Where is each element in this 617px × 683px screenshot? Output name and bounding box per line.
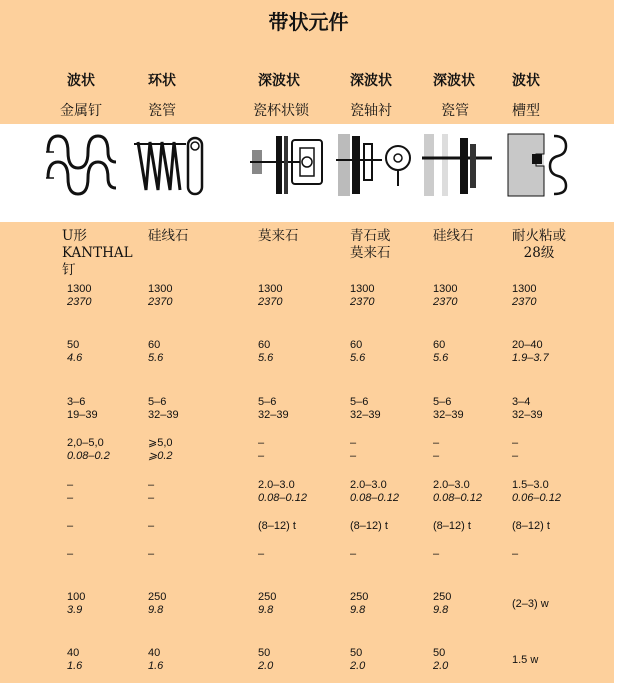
table-cell: (8–12) t [350, 520, 388, 532]
table-cell: ⩾5,0 ⩾0.2 [148, 437, 173, 462]
page-title: 带状元件 [268, 10, 349, 34]
table-cell: – – [433, 437, 440, 462]
table-cell: (8–12) t [258, 520, 296, 532]
table-cell: 5–6 32–39 [350, 396, 381, 421]
table-cell: 1300 2370 [258, 283, 283, 308]
table-cell: 100 3.9 [67, 591, 86, 616]
table-cell: 50 2.0 [258, 647, 274, 672]
table-cell: – [148, 548, 155, 560]
deep-wave-bushing-illustration [336, 130, 414, 200]
col6-subheader: 槽型 [512, 103, 540, 119]
col4-subheader: 瓷轴衬 [350, 103, 392, 119]
deep-wave-cup-lock-illustration [250, 130, 330, 200]
col5-material: 硅线石 [433, 228, 474, 244]
table-cell: 1300 2370 [148, 283, 173, 308]
table-cell: 5–6 32–39 [148, 396, 179, 421]
table-cell: 40 1.6 [148, 647, 164, 672]
col5-subheader: 瓷管 [441, 103, 469, 119]
col5-header: 深波状 [433, 73, 475, 89]
table-cell: 250 9.8 [258, 591, 277, 616]
table-cell: – [350, 548, 357, 560]
col2-header: 环状 [148, 73, 176, 89]
table-cell: – – [67, 479, 74, 504]
table-cell: 2.0–3.0 0.08–0.12 [350, 479, 399, 504]
col1-subheader: 金属钉 [60, 103, 102, 119]
table-cell: 2.0–3.0 0.08–0.12 [433, 479, 482, 504]
col4-header: 深波状 [350, 73, 392, 89]
table-cell: 5–6 32–39 [433, 396, 464, 421]
col2-material: 硅线石 [148, 228, 189, 244]
table-cell: – – [258, 437, 265, 462]
table-cell: – – [350, 437, 357, 462]
table-cell: 20–40 1.9–3.7 [512, 339, 549, 364]
table-cell: – [512, 548, 519, 560]
wave-element-pin-illustration [44, 130, 120, 200]
table-cell: 3–4 32–39 [512, 396, 543, 421]
table-cell: – – [512, 437, 519, 462]
table-cell: – [258, 548, 265, 560]
col2-subheader: 瓷管 [148, 103, 176, 119]
table-cell: – [67, 548, 74, 560]
col1-material: U形 KANTHAL 钉 [62, 228, 133, 278]
table-cell: 50 2.0 [433, 647, 449, 672]
table-cell: 1300 2370 [433, 283, 458, 308]
table-cell: (2–3) w [512, 598, 549, 610]
table-cell: 2.0–3.0 0.08–0.12 [258, 479, 307, 504]
table-cell: 1300 2370 [350, 283, 375, 308]
table-cell: 50 2.0 [350, 647, 366, 672]
table-cell: 2,0–5,0 0.08–0.2 [67, 437, 110, 462]
col6-header: 波状 [512, 73, 540, 89]
table-cell: 60 5.6 [258, 339, 274, 364]
table-cell: 1.5–3.0 0.06–0.12 [512, 479, 561, 504]
deep-wave-tube-illustration [422, 130, 494, 200]
table-cell: – – [148, 479, 155, 504]
table-cell: 250 9.8 [350, 591, 369, 616]
table-cell: (8–12) t [512, 520, 550, 532]
table-cell: 1300 2370 [67, 283, 92, 308]
table-cell: (8–12) t [433, 520, 471, 532]
table-cell: – [67, 520, 74, 532]
table-cell: 250 9.8 [433, 591, 452, 616]
wave-groove-illustration [506, 130, 576, 200]
table-cell: – [148, 520, 155, 532]
col3-subheader: 瓷杯状锁 [253, 103, 309, 119]
loop-element-tube-illustration [130, 130, 208, 200]
table-cell: 1300 2370 [512, 283, 537, 308]
table-cell: 1.5 w [512, 654, 539, 666]
table-cell: 3–6 19–39 [67, 396, 98, 421]
table-cell: – [433, 548, 440, 560]
table-cell: 250 9.8 [148, 591, 167, 616]
col3-material: 莫来石 [258, 228, 299, 244]
table-cell: 60 5.6 [433, 339, 449, 364]
table-cell: 60 5.6 [350, 339, 366, 364]
col1-header: 波状 [67, 73, 95, 89]
table-cell: 60 5.6 [148, 339, 164, 364]
col3-header: 深波状 [258, 73, 300, 89]
table-cell: 5–6 32–39 [258, 396, 289, 421]
table-cell: 50 4.6 [67, 339, 83, 364]
table-cell: 40 1.6 [67, 647, 83, 672]
col6-material: 耐火粘或 28级 [512, 228, 566, 261]
col4-material: 青石或 莫来石 [350, 228, 391, 261]
